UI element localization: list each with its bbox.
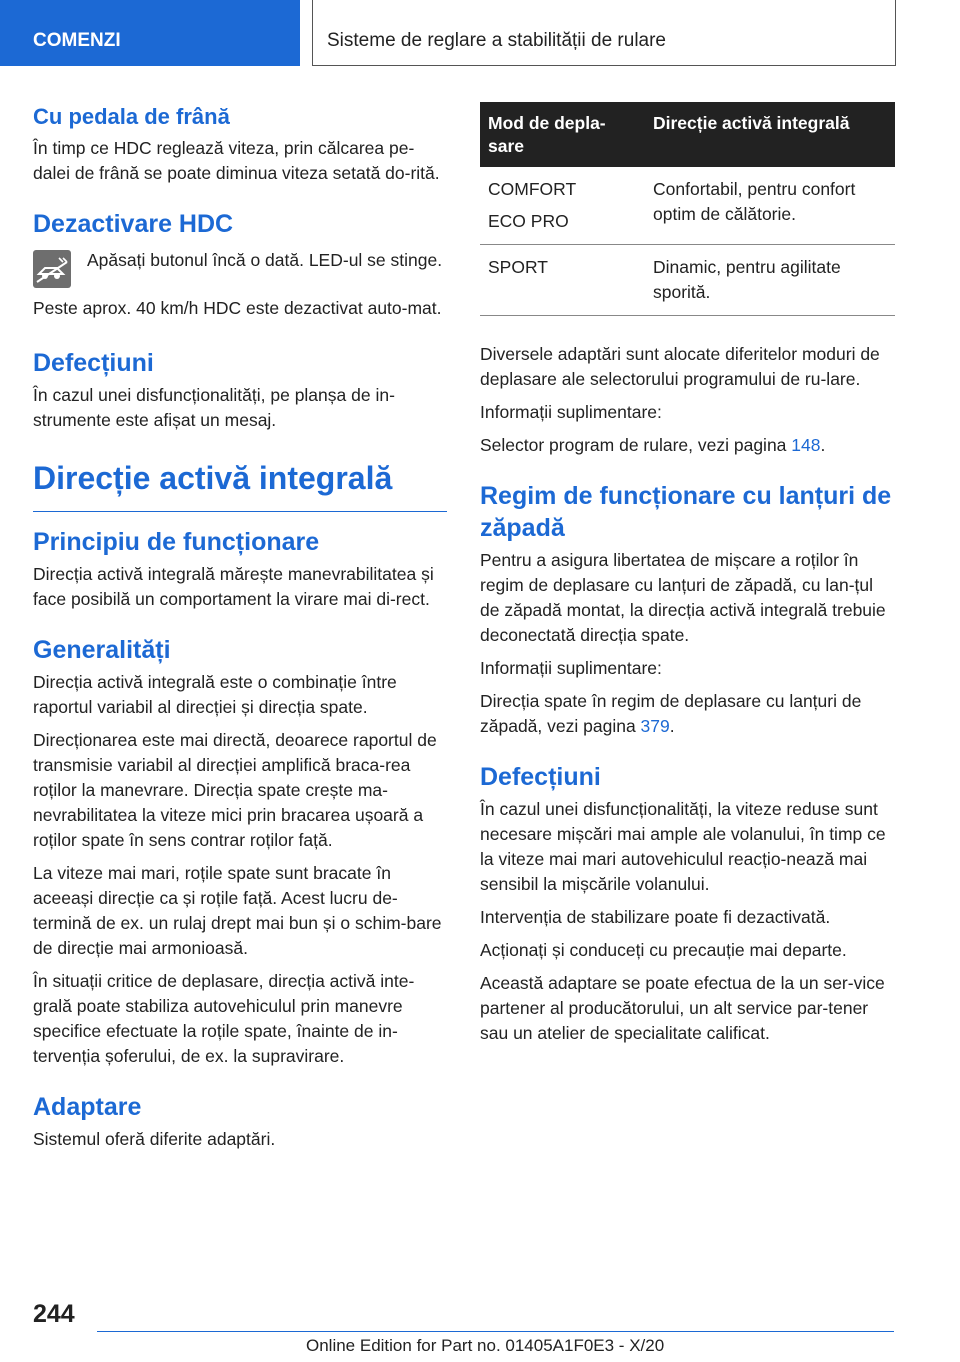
faults-text-left: În cazul unei disfuncționalități, pe planșa de in-strumente este afișat un mesaj.	[33, 385, 395, 430]
faults-paragraph-3: Acționați și conduceți cu precauție mai departe.	[480, 940, 847, 960]
adapt-text: Sistemul oferă diferite adaptări.	[33, 1129, 276, 1149]
page-link-379[interactable]: 379	[640, 716, 670, 736]
table-cell-desc: Confortabil, pentru confort optim de călătorie.	[645, 167, 895, 245]
general-paragraph-4: În situații critice de deplasare, direcția activă inte-grală poate stabiliza autovehiculul prin manevre specifice efectuate la roțile spate, înainte de in-tervenția șoferului, de ex. la supravirare.	[33, 971, 415, 1066]
page-number: 244	[33, 1300, 75, 1328]
table-header-direction: Direcție activă integrală	[645, 102, 895, 167]
principle-text: Direcția activă integrală mărește manevrabilitatea și face posibilă un comportament la virare mai di-rect.	[33, 564, 434, 609]
general-heading: Generalități	[33, 636, 171, 664]
section-title-header: Sisteme de reglare a stabilității de rulare	[312, 0, 896, 66]
faults-heading-right: Defecțiuni	[480, 763, 601, 791]
footer-edition: Online Edition for Part no. 01405A1F0E3 - X/20	[306, 1336, 665, 1355]
general-paragraph-3: La viteze mai mari, roțile spate sunt bracate în aceeași direcție ca și roțile față. Acest lucru de-termină de ex. un rulaj drept mai bun și o schim-bare de direcție mai armonioasă.	[33, 863, 442, 958]
table-cell-mode: SPORT	[480, 245, 645, 316]
faults-heading-left: Defecțiuni	[33, 349, 154, 377]
brake-heading: Cu pedala de frână	[33, 104, 230, 129]
table-row	[480, 245, 895, 316]
hdc-button-icon	[33, 250, 71, 288]
adapt-paragraph-1: Diversele adaptări sunt alocate diferitelor moduri de deplasare ale selectorului programului de ru-lare.	[480, 344, 880, 389]
table-header-mode: Mod de depla-sare	[480, 102, 645, 167]
adapt-reference	[480, 433, 895, 458]
deactivate-text: Apăsați butonul încă o dată. LED-ul se stinge.	[87, 250, 443, 270]
mode-eco-pro: ECO PRO	[488, 211, 569, 231]
reference-text: Direcția spate în regim de deplasare cu lanțuri de zăpadă, vezi pagina	[480, 691, 862, 736]
chains-heading: Regim de funcționare cu lanțuri de zăpadă	[480, 482, 892, 542]
deactivate-heading: Dezactivare HDC	[33, 210, 234, 238]
general-paragraph-2: Direcționarea este mai directă, deoarece raportul de transmisie variabil al direcției amplifică braca-rea roților la manevrare. Direcția spate crește ma-nevrabilitatea la viteze mici prin bracarea ușoară a roților spate în sens contrar roților față.	[33, 730, 437, 850]
faults-paragraph-1: În cazul unei disfuncționalități, la viteze reduse sunt necesare mișcări mai ample ale volanului, în timp ce la viteze mai mari autovehiculul reacțio-nează mai sensibil la mișcările volanului.	[480, 799, 886, 894]
adapt-heading: Adaptare	[33, 1093, 142, 1121]
deactivate-note: Peste aprox. 40 km/h HDC este dezactivat auto-mat.	[33, 298, 442, 318]
reference-end: .	[820, 435, 826, 455]
deactivate-row	[33, 248, 447, 288]
faults-paragraph-2: Intervenția de stabilizare poate fi dezactivată.	[480, 907, 831, 927]
table-header-row	[480, 102, 895, 167]
reference-text: Selector program de rulare, vezi pagina	[480, 435, 792, 455]
table-cell-desc: Dinamic, pentru agilitate sporită.	[645, 245, 895, 316]
reference-end: .	[669, 716, 675, 736]
chains-info-label: Informații suplimentare:	[480, 658, 662, 678]
principle-heading: Principiu de funcționare	[33, 528, 320, 556]
adaptation-table	[480, 102, 895, 316]
right-column	[480, 102, 895, 1046]
chapter-tab[interactable]: COMENZI	[0, 0, 300, 66]
table-cell-mode	[480, 167, 645, 245]
table-row	[480, 167, 895, 245]
adapt-info-label: Informații suplimentare:	[480, 402, 662, 422]
page-header	[0, 0, 960, 66]
faults-paragraph-4: Această adaptare se poate efectua de la un ser-vice partener al producătorului, un alt service par-tener sau un atelier de specialitate calificat.	[480, 973, 885, 1043]
general-paragraph-1: Direcția activă integrală este o combinație între raportul variabil al direcției și direcția spate.	[33, 672, 397, 717]
chains-paragraph-1: Pentru a asigura libertatea de mișcare a roților în regim de deplasare cu lanțuri de zăpadă, cu lan-țul de zăpadă montat, la direcția activă integrală trebuie deconectată direcția spate.	[480, 550, 886, 645]
chains-reference	[480, 689, 895, 739]
left-column	[33, 102, 447, 1152]
page-link-148[interactable]: 148	[791, 435, 821, 455]
brake-text: În timp ce HDC reglează viteza, prin călcarea pe-dalei de frână se poate diminua viteza setată do-rită.	[33, 138, 440, 183]
footer-divider	[97, 1331, 894, 1332]
main-section-title: Direcție activă integrală	[33, 457, 447, 512]
mode-comfort: COMFORT	[488, 179, 577, 199]
